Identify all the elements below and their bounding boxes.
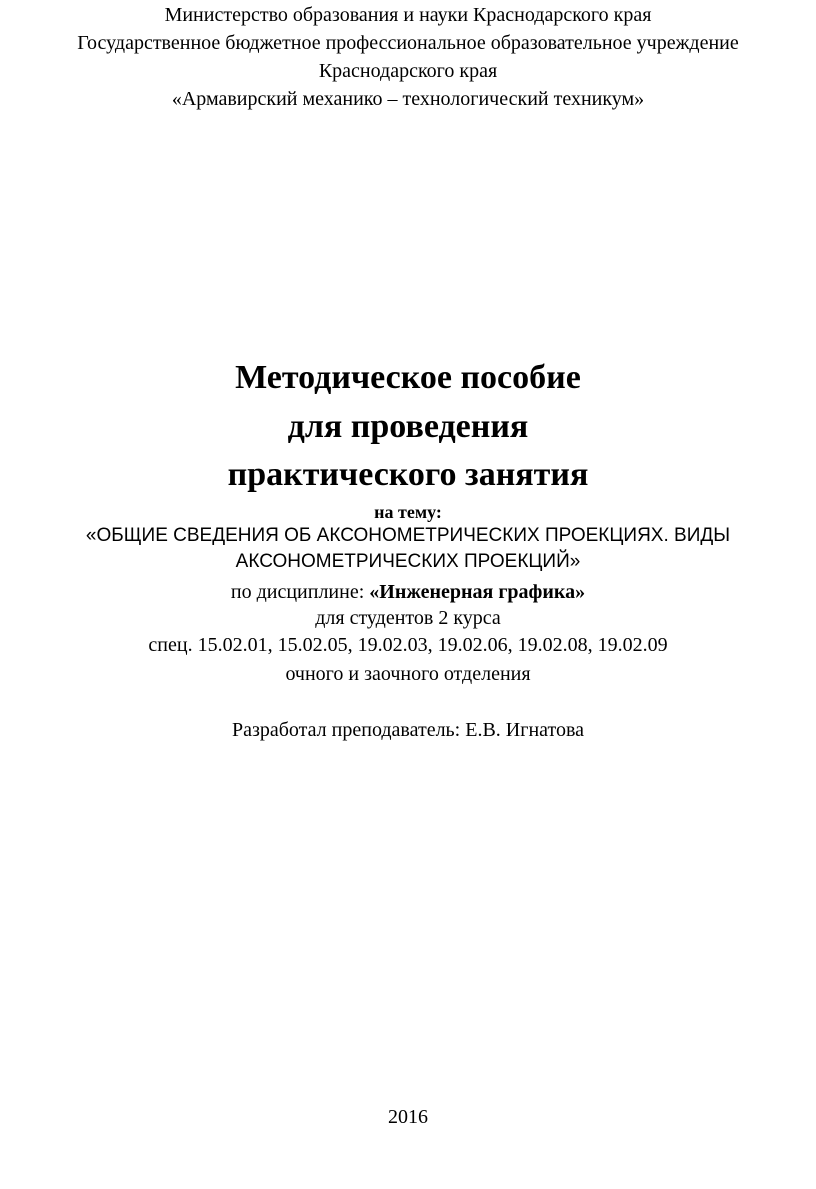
students-line: для студентов 2 курса bbox=[315, 607, 501, 629]
document-title-line-3: практического занятия bbox=[227, 456, 589, 493]
author-line: Разработал преподаватель: Е.В. Игнатова bbox=[231, 719, 585, 741]
topic-line-2: АКСОНОМЕТРИЧЕСКИХ ПРОЕКЦИЙ» bbox=[235, 551, 581, 572]
department-line: очного и заочного отделения bbox=[285, 663, 531, 685]
specialties-line: спец. 15.02.01, 15.02.05, 19.02.03, 19.02.06, 19.02.08, 19.02.09 bbox=[148, 634, 668, 656]
topic-label: на тему: bbox=[374, 502, 442, 522]
college-name-line: «Армавирский механико – технологический техникум» bbox=[171, 88, 645, 110]
discipline-prefix: по дисциплине: bbox=[230, 581, 370, 603]
ministry-line: Министерство образования и науки Краснодарского края bbox=[164, 4, 652, 26]
region-line: Краснодарского края bbox=[318, 60, 498, 82]
document-title-line-1: Методическое пособие bbox=[235, 359, 581, 396]
discipline-name: «Инженерная графика» bbox=[369, 581, 586, 603]
year: 2016 bbox=[388, 1106, 428, 1128]
discipline-line bbox=[0, 579, 816, 606]
document-title-line-2: для проведения bbox=[287, 408, 529, 445]
topic-line-1: «ОБЩИЕ СВЕДЕНИЯ ОБ АКСОНОМЕТРИЧЕСКИХ ПРОЕКЦИЯХ. ВИДЫ bbox=[85, 525, 731, 546]
institution-type-line: Государственное бюджетное профессиональное образовательное учреждение bbox=[77, 32, 739, 54]
